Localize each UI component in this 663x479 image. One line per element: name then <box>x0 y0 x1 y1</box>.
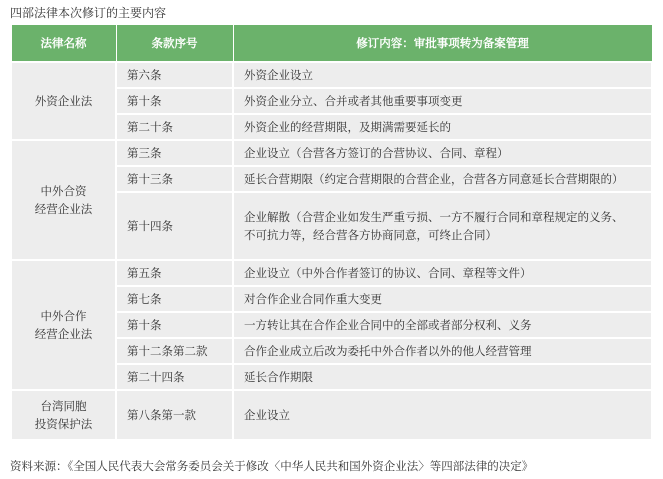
table-row <box>11 390 652 440</box>
header-content: 修订内容：审批事项转为备案管理 <box>233 25 652 63</box>
law-name-line: 中外合资 <box>40 184 87 198</box>
article-cell: 第十四条 <box>116 192 233 260</box>
content-cell: 延长合作期限 <box>233 364 652 390</box>
article-cell: 第八条第一款 <box>116 390 233 440</box>
article-cell: 第二十条 <box>116 114 233 140</box>
content-cell: 外资企业设立 <box>233 62 652 88</box>
content-cell: 对合作企业合同作重大变更 <box>233 286 652 312</box>
law-revision-table <box>10 24 653 441</box>
table-row <box>11 140 652 166</box>
law-name-line: 台湾同胞 <box>40 399 87 413</box>
content-cell: 外资企业的经营期限，及期满需要延长的 <box>233 114 652 140</box>
header-law-name: 法律名称 <box>11 25 116 63</box>
table-header-row <box>11 25 652 63</box>
article-cell: 第二十四条 <box>116 364 233 390</box>
content-line: 企业解散（合营企业如发生严重亏损、一方不履行合同和章程规定的义务、 <box>244 210 624 224</box>
law-name-cell <box>11 260 116 390</box>
law-name-line: 投资保护法 <box>34 417 93 431</box>
article-cell: 第七条 <box>116 286 233 312</box>
content-cell: 外资企业分立、合并或者其他重要事项变更 <box>233 88 652 114</box>
table-row <box>11 260 652 286</box>
content-cell: 延长合营期限（约定合营期限的合营企业，合营各方同意延长合营期限的） <box>233 166 652 192</box>
article-cell: 第六条 <box>116 62 233 88</box>
article-cell: 第五条 <box>116 260 233 286</box>
article-cell: 第十三条 <box>116 166 233 192</box>
content-cell <box>233 192 652 260</box>
law-name-line: 经营企业法 <box>34 327 93 341</box>
content-cell: 合作企业成立后改为委托中外合作者以外的他人经营管理 <box>233 338 652 364</box>
law-name-cell <box>11 390 116 440</box>
header-article: 条款序号 <box>116 25 233 63</box>
content-line: 不可抗力等，经合营各方协商同意，可终止合同） <box>244 228 497 242</box>
content-cell: 企业设立（合营各方签订的合营协议、合同、章程） <box>233 140 652 166</box>
article-cell: 第十条 <box>116 88 233 114</box>
article-cell: 第三条 <box>116 140 233 166</box>
table-row <box>11 62 652 88</box>
article-cell: 第十条 <box>116 312 233 338</box>
table-caption: 四部法律本次修订的主要内容 <box>10 6 167 20</box>
law-name-line: 外资企业法 <box>34 94 93 108</box>
content-cell: 企业设立 <box>233 390 652 440</box>
article-cell: 第十二条第二款 <box>116 338 233 364</box>
law-name-cell <box>11 62 116 140</box>
law-name-cell <box>11 140 116 260</box>
source-note: 资料来源：《全国人民代表大会常务委员会关于修改〈中华人民共和国外资企业法〉等四部法律的决定》 <box>10 459 534 473</box>
content-cell: 一方转让其在合作企业合同中的全部或者部分权利、义务 <box>233 312 652 338</box>
law-name-line: 中外合作 <box>40 309 87 323</box>
law-name-line: 经营企业法 <box>34 202 93 216</box>
content-cell: 企业设立（中外合作者签订的协议、合同、章程等文件） <box>233 260 652 286</box>
